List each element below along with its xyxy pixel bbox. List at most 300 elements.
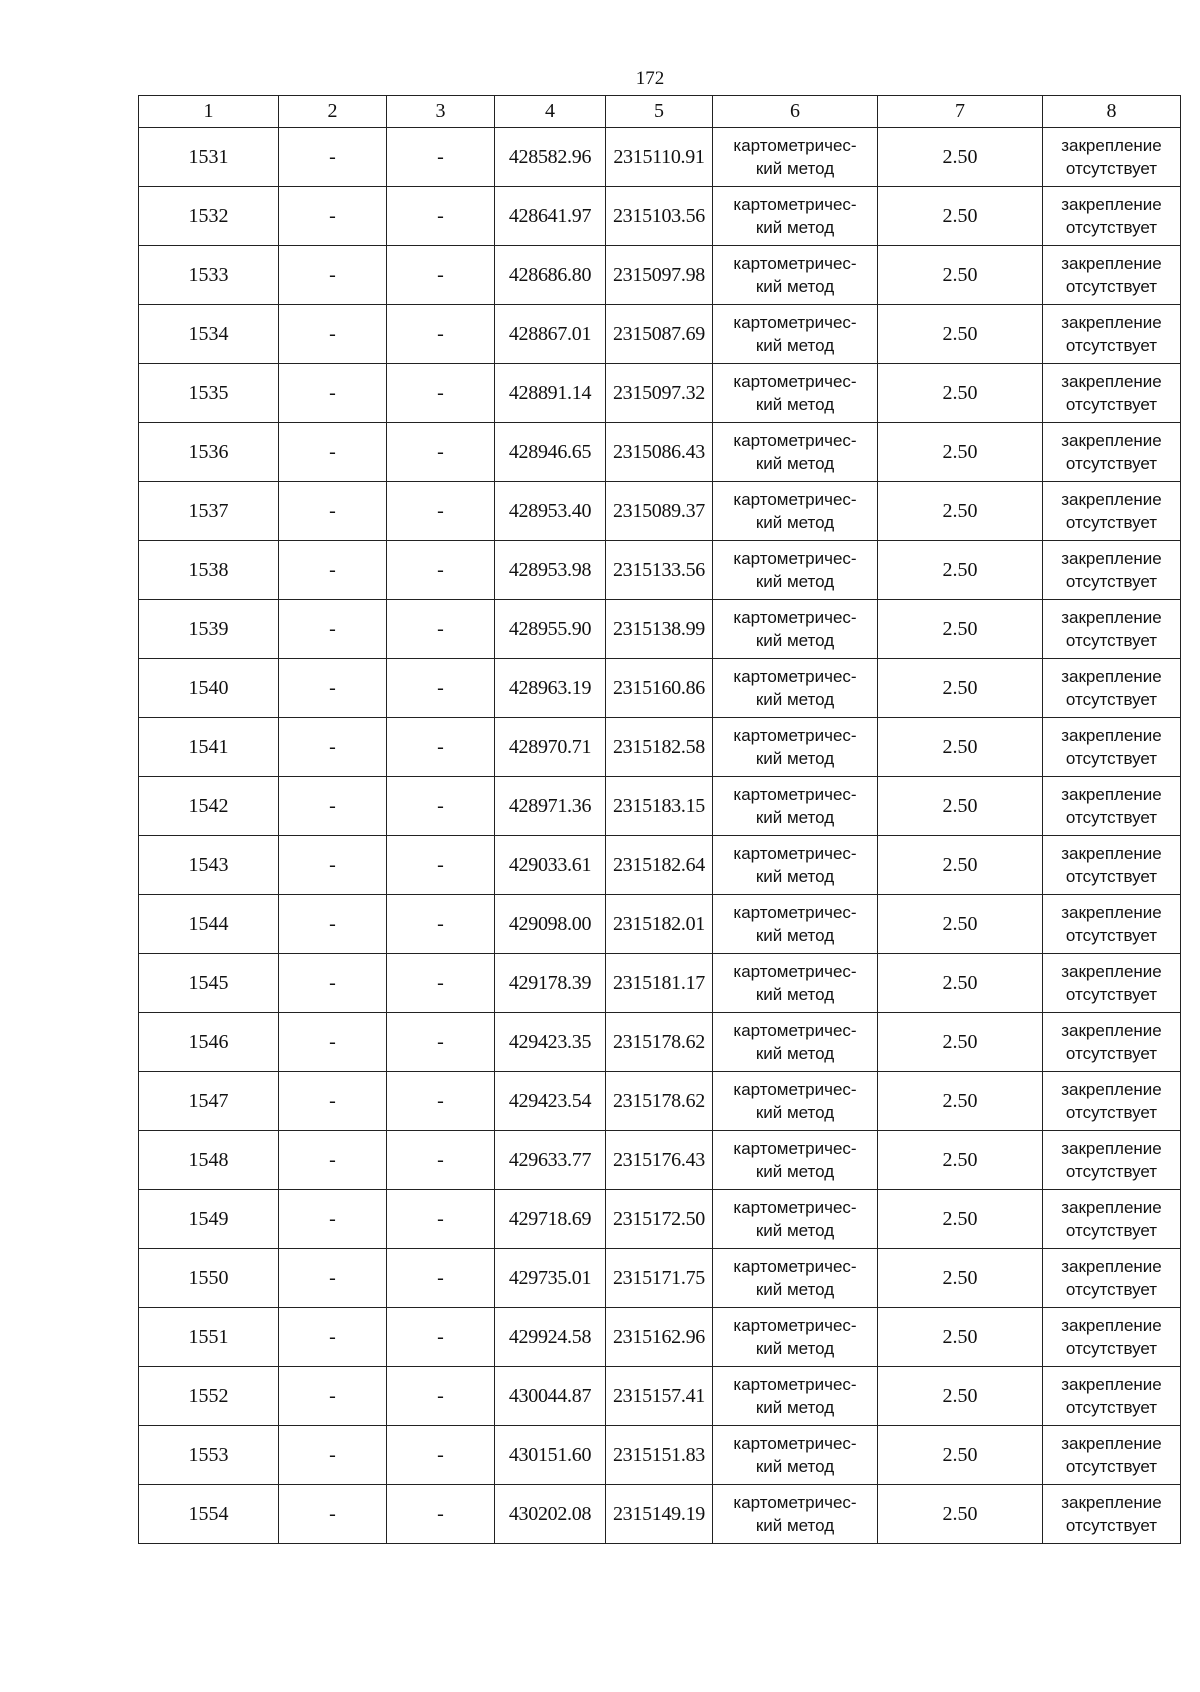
point-number-cell: 1540 [139, 659, 279, 718]
fixation-line-2: отсутствует [1065, 277, 1158, 296]
x-coordinate-cell: 429423.35 [495, 1013, 606, 1072]
fixation-line-2: отсутствует [1065, 159, 1158, 178]
y-coordinate-cell: 2315149.19 [606, 1485, 713, 1544]
accuracy-cell: 2.50 [878, 954, 1043, 1013]
x-coordinate-cell: 428963.19 [495, 659, 606, 718]
column-2-cell: - [279, 187, 387, 246]
x-coordinate-cell: 428891.14 [495, 364, 606, 423]
header-cell-7: 7 [878, 96, 1043, 128]
table-row [139, 1190, 1181, 1249]
fixation-cell [1043, 836, 1181, 895]
column-2-cell: - [279, 1367, 387, 1426]
y-coordinate-cell: 2315138.99 [606, 600, 713, 659]
method-line-2: кий метод [755, 454, 835, 473]
fixation-cell [1043, 1426, 1181, 1485]
header-cell-2: 2 [279, 96, 387, 128]
column-2-cell: - [279, 1485, 387, 1544]
method-line-1: картометричес- [733, 1139, 857, 1158]
method-line-1: картометричес- [733, 1080, 857, 1099]
fixation-line-2: отсутствует [1065, 572, 1158, 591]
fixation-line-1: закрепление [1061, 490, 1162, 509]
fixation-cell [1043, 541, 1181, 600]
column-3-cell: - [387, 305, 495, 364]
x-coordinate-cell: 429924.58 [495, 1308, 606, 1367]
point-number-cell: 1551 [139, 1308, 279, 1367]
column-3-cell: - [387, 836, 495, 895]
fixation-line-2: отсутствует [1065, 867, 1158, 886]
y-coordinate-cell: 2315171.75 [606, 1249, 713, 1308]
fixation-cell [1043, 1131, 1181, 1190]
method-line-2: кий метод [755, 985, 835, 1004]
table-row [139, 305, 1181, 364]
method-cell [713, 1131, 878, 1190]
x-coordinate-cell: 430044.87 [495, 1367, 606, 1426]
fixation-line-2: отсутствует [1065, 690, 1158, 709]
column-3-cell: - [387, 1072, 495, 1131]
method-line-1: картометричес- [733, 1198, 857, 1217]
point-number-cell: 1534 [139, 305, 279, 364]
accuracy-cell: 2.50 [878, 1249, 1043, 1308]
column-2-cell: - [279, 1131, 387, 1190]
fixation-line-1: закрепление [1061, 962, 1162, 981]
point-number-cell: 1536 [139, 423, 279, 482]
y-coordinate-cell: 2315103.56 [606, 187, 713, 246]
method-line-2: кий метод [755, 218, 835, 237]
method-line-2: кий метод [755, 336, 835, 355]
x-coordinate-cell: 429718.69 [495, 1190, 606, 1249]
header-cell-1: 1 [139, 96, 279, 128]
fixation-cell [1043, 1013, 1181, 1072]
accuracy-cell: 2.50 [878, 1013, 1043, 1072]
method-cell [713, 128, 878, 187]
accuracy-cell: 2.50 [878, 600, 1043, 659]
point-number-cell: 1544 [139, 895, 279, 954]
method-cell [713, 836, 878, 895]
accuracy-cell: 2.50 [878, 364, 1043, 423]
method-line-2: кий метод [755, 926, 835, 945]
method-cell [713, 954, 878, 1013]
column-2-cell: - [279, 305, 387, 364]
accuracy-cell: 2.50 [878, 1072, 1043, 1131]
column-2-cell: - [279, 482, 387, 541]
method-cell [713, 364, 878, 423]
y-coordinate-cell: 2315178.62 [606, 1013, 713, 1072]
method-line-1: картометричес- [733, 1434, 857, 1453]
table-row [139, 1013, 1181, 1072]
column-2-cell: - [279, 600, 387, 659]
x-coordinate-cell: 429633.77 [495, 1131, 606, 1190]
method-line-1: картометричес- [733, 608, 857, 627]
point-number-cell: 1553 [139, 1426, 279, 1485]
point-number-cell: 1542 [139, 777, 279, 836]
point-number-cell: 1539 [139, 600, 279, 659]
fixation-line-2: отсутствует [1065, 1398, 1158, 1417]
fixation-line-1: закрепление [1061, 431, 1162, 450]
fixation-line-1: закрепление [1061, 1375, 1162, 1394]
fixation-cell [1043, 423, 1181, 482]
fixation-line-1: закрепление [1061, 1198, 1162, 1217]
accuracy-cell: 2.50 [878, 541, 1043, 600]
fixation-line-2: отсутствует [1065, 631, 1158, 650]
method-line-1: картометричес- [733, 549, 857, 568]
x-coordinate-cell: 429098.00 [495, 895, 606, 954]
method-line-2: кий метод [755, 277, 835, 296]
y-coordinate-cell: 2315160.86 [606, 659, 713, 718]
method-cell [713, 1072, 878, 1131]
method-line-2: кий метод [755, 867, 835, 886]
x-coordinate-cell: 428946.65 [495, 423, 606, 482]
column-3-cell: - [387, 1249, 495, 1308]
fixation-line-2: отсутствует [1065, 808, 1158, 827]
table-row [139, 1485, 1181, 1544]
column-2-cell: - [279, 1426, 387, 1485]
fixation-line-2: отсутствует [1065, 513, 1158, 532]
column-2-cell: - [279, 718, 387, 777]
x-coordinate-cell: 428582.96 [495, 128, 606, 187]
method-line-1: картометричес- [733, 1021, 857, 1040]
y-coordinate-cell: 2315182.64 [606, 836, 713, 895]
y-coordinate-cell: 2315089.37 [606, 482, 713, 541]
fixation-cell [1043, 305, 1181, 364]
x-coordinate-cell: 429735.01 [495, 1249, 606, 1308]
method-line-1: картометричес- [733, 254, 857, 273]
table-row [139, 954, 1181, 1013]
fixation-line-2: отсутствует [1065, 1516, 1158, 1535]
fixation-line-1: закрепление [1061, 726, 1162, 745]
coordinates-table-container [138, 95, 1181, 1544]
method-cell [713, 246, 878, 305]
header-cell-5: 5 [606, 96, 713, 128]
method-line-2: кий метод [755, 808, 835, 827]
column-2-cell: - [279, 1072, 387, 1131]
column-3-cell: - [387, 1013, 495, 1072]
method-line-1: картометричес- [733, 785, 857, 804]
fixation-line-2: отсутствует [1065, 985, 1158, 1004]
table-row [139, 1072, 1181, 1131]
coordinates-table [138, 95, 1181, 1544]
x-coordinate-cell: 428971.36 [495, 777, 606, 836]
fixation-line-1: закрепление [1061, 667, 1162, 686]
method-cell [713, 659, 878, 718]
fixation-line-1: закрепление [1061, 1080, 1162, 1099]
column-2-cell: - [279, 541, 387, 600]
column-3-cell: - [387, 1308, 495, 1367]
fixation-line-2: отсутствует [1065, 1221, 1158, 1240]
fixation-line-1: закрепление [1061, 844, 1162, 863]
fixation-cell [1043, 659, 1181, 718]
fixation-cell [1043, 187, 1181, 246]
method-line-2: кий метод [755, 1162, 835, 1181]
method-line-2: кий метод [755, 631, 835, 650]
table-row [139, 364, 1181, 423]
table-row [139, 895, 1181, 954]
y-coordinate-cell: 2315151.83 [606, 1426, 713, 1485]
column-2-cell: - [279, 659, 387, 718]
table-body [139, 128, 1181, 1544]
method-line-1: картометричес- [733, 1257, 857, 1276]
point-number-cell: 1545 [139, 954, 279, 1013]
column-2-cell: - [279, 1249, 387, 1308]
method-cell [713, 1013, 878, 1072]
point-number-cell: 1538 [139, 541, 279, 600]
method-line-2: кий метод [755, 1339, 835, 1358]
fixation-line-2: отсутствует [1065, 218, 1158, 237]
fixation-cell [1043, 1190, 1181, 1249]
column-3-cell: - [387, 718, 495, 777]
x-coordinate-cell: 428970.71 [495, 718, 606, 777]
accuracy-cell: 2.50 [878, 1131, 1043, 1190]
method-line-1: картометричес- [733, 1493, 857, 1512]
point-number-cell: 1537 [139, 482, 279, 541]
accuracy-cell: 2.50 [878, 305, 1043, 364]
column-3-cell: - [387, 364, 495, 423]
x-coordinate-cell: 428641.97 [495, 187, 606, 246]
header-cell-6: 6 [713, 96, 878, 128]
table-row [139, 1308, 1181, 1367]
header-cell-8: 8 [1043, 96, 1181, 128]
table-row [139, 718, 1181, 777]
column-3-cell: - [387, 1426, 495, 1485]
method-cell [713, 777, 878, 836]
method-cell [713, 187, 878, 246]
fixation-line-1: закрепление [1061, 1493, 1162, 1512]
column-2-cell: - [279, 246, 387, 305]
fixation-cell [1043, 600, 1181, 659]
table-row [139, 777, 1181, 836]
column-2-cell: - [279, 895, 387, 954]
table-row [139, 836, 1181, 895]
method-line-2: кий метод [755, 1044, 835, 1063]
table-row [139, 659, 1181, 718]
column-3-cell: - [387, 1131, 495, 1190]
method-line-2: кий метод [755, 690, 835, 709]
table-row [139, 128, 1181, 187]
column-2-cell: - [279, 1013, 387, 1072]
fixation-line-1: закрепление [1061, 1316, 1162, 1335]
method-line-2: кий метод [755, 513, 835, 532]
column-2-cell: - [279, 364, 387, 423]
method-line-2: кий метод [755, 1516, 835, 1535]
fixation-line-2: отсутствует [1065, 926, 1158, 945]
fixation-line-1: закрепление [1061, 785, 1162, 804]
x-coordinate-cell: 430151.60 [495, 1426, 606, 1485]
method-line-1: картометричес- [733, 431, 857, 450]
point-number-cell: 1547 [139, 1072, 279, 1131]
method-cell [713, 1426, 878, 1485]
header-row [139, 96, 1181, 128]
method-line-1: картометричес- [733, 195, 857, 214]
method-line-1: картометричес- [733, 1316, 857, 1335]
fixation-line-2: отсутствует [1065, 1280, 1158, 1299]
table-row [139, 1249, 1181, 1308]
column-3-cell: - [387, 777, 495, 836]
fixation-cell [1043, 1308, 1181, 1367]
table-row [139, 541, 1181, 600]
fixation-line-1: закрепление [1061, 195, 1162, 214]
column-3-cell: - [387, 541, 495, 600]
fixation-line-2: отсутствует [1065, 1457, 1158, 1476]
fixation-line-1: закрепление [1061, 1021, 1162, 1040]
column-2-cell: - [279, 954, 387, 1013]
method-cell [713, 1249, 878, 1308]
fixation-line-2: отсутствует [1065, 454, 1158, 473]
point-number-cell: 1543 [139, 836, 279, 895]
method-cell [713, 600, 878, 659]
table-row [139, 246, 1181, 305]
accuracy-cell: 2.50 [878, 1308, 1043, 1367]
fixation-cell [1043, 482, 1181, 541]
method-cell [713, 541, 878, 600]
point-number-cell: 1533 [139, 246, 279, 305]
fixation-cell [1043, 246, 1181, 305]
fixation-line-1: закрепление [1061, 1257, 1162, 1276]
accuracy-cell: 2.50 [878, 1367, 1043, 1426]
point-number-cell: 1549 [139, 1190, 279, 1249]
x-coordinate-cell: 428955.90 [495, 600, 606, 659]
method-line-2: кий метод [755, 749, 835, 768]
table-row [139, 600, 1181, 659]
fixation-line-1: закрепление [1061, 1434, 1162, 1453]
table-row [139, 187, 1181, 246]
method-line-1: картометричес- [733, 136, 857, 155]
method-cell [713, 1190, 878, 1249]
fixation-cell [1043, 1485, 1181, 1544]
fixation-line-2: отсутствует [1065, 1103, 1158, 1122]
point-number-cell: 1532 [139, 187, 279, 246]
fixation-cell [1043, 1249, 1181, 1308]
y-coordinate-cell: 2315182.58 [606, 718, 713, 777]
column-3-cell: - [387, 895, 495, 954]
y-coordinate-cell: 2315110.91 [606, 128, 713, 187]
accuracy-cell: 2.50 [878, 895, 1043, 954]
method-line-1: картометричес- [733, 372, 857, 391]
y-coordinate-cell: 2315183.15 [606, 777, 713, 836]
column-3-cell: - [387, 187, 495, 246]
accuracy-cell: 2.50 [878, 659, 1043, 718]
method-cell [713, 1367, 878, 1426]
method-line-1: картометричес- [733, 903, 857, 922]
column-3-cell: - [387, 659, 495, 718]
fixation-cell [1043, 954, 1181, 1013]
point-number-cell: 1546 [139, 1013, 279, 1072]
x-coordinate-cell: 429178.39 [495, 954, 606, 1013]
page-number: 172 [635, 68, 665, 89]
table-row [139, 1426, 1181, 1485]
accuracy-cell: 2.50 [878, 246, 1043, 305]
column-2-cell: - [279, 777, 387, 836]
fixation-line-1: закрепление [1061, 549, 1162, 568]
point-number-cell: 1531 [139, 128, 279, 187]
column-2-cell: - [279, 1190, 387, 1249]
accuracy-cell: 2.50 [878, 836, 1043, 895]
method-line-1: картометричес- [733, 1375, 857, 1394]
x-coordinate-cell: 428686.80 [495, 246, 606, 305]
fixation-line-1: закрепление [1061, 608, 1162, 627]
fixation-line-1: закрепление [1061, 372, 1162, 391]
method-cell [713, 482, 878, 541]
column-2-cell: - [279, 128, 387, 187]
method-line-2: кий метод [755, 572, 835, 591]
fixation-line-1: закрепление [1061, 313, 1162, 332]
method-line-2: кий метод [755, 1398, 835, 1417]
method-cell [713, 895, 878, 954]
x-coordinate-cell: 429033.61 [495, 836, 606, 895]
y-coordinate-cell: 2315133.56 [606, 541, 713, 600]
method-line-1: картометричес- [733, 844, 857, 863]
table-row [139, 482, 1181, 541]
column-3-cell: - [387, 482, 495, 541]
fixation-line-2: отсутствует [1065, 749, 1158, 768]
fixation-line-1: закрепление [1061, 1139, 1162, 1158]
column-3-cell: - [387, 246, 495, 305]
column-3-cell: - [387, 1485, 495, 1544]
accuracy-cell: 2.50 [878, 1485, 1043, 1544]
fixation-cell [1043, 1072, 1181, 1131]
x-coordinate-cell: 429423.54 [495, 1072, 606, 1131]
table-row [139, 423, 1181, 482]
y-coordinate-cell: 2315182.01 [606, 895, 713, 954]
accuracy-cell: 2.50 [878, 718, 1043, 777]
fixation-line-2: отсутствует [1065, 1339, 1158, 1358]
accuracy-cell: 2.50 [878, 423, 1043, 482]
point-number-cell: 1535 [139, 364, 279, 423]
point-number-cell: 1541 [139, 718, 279, 777]
method-cell [713, 718, 878, 777]
accuracy-cell: 2.50 [878, 777, 1043, 836]
method-cell [713, 1308, 878, 1367]
fixation-line-2: отсутствует [1065, 1044, 1158, 1063]
accuracy-cell: 2.50 [878, 482, 1043, 541]
y-coordinate-cell: 2315097.32 [606, 364, 713, 423]
table-header [139, 96, 1181, 128]
column-2-cell: - [279, 836, 387, 895]
y-coordinate-cell: 2315178.62 [606, 1072, 713, 1131]
method-cell [713, 423, 878, 482]
point-number-cell: 1548 [139, 1131, 279, 1190]
point-number-cell: 1552 [139, 1367, 279, 1426]
fixation-cell [1043, 128, 1181, 187]
fixation-cell [1043, 718, 1181, 777]
y-coordinate-cell: 2315176.43 [606, 1131, 713, 1190]
fixation-line-1: закрепление [1061, 136, 1162, 155]
column-3-cell: - [387, 1367, 495, 1426]
column-2-cell: - [279, 423, 387, 482]
column-3-cell: - [387, 423, 495, 482]
x-coordinate-cell: 428953.98 [495, 541, 606, 600]
accuracy-cell: 2.50 [878, 1190, 1043, 1249]
y-coordinate-cell: 2315172.50 [606, 1190, 713, 1249]
method-line-2: кий метод [755, 1457, 835, 1476]
fixation-cell [1043, 777, 1181, 836]
y-coordinate-cell: 2315097.98 [606, 246, 713, 305]
method-cell [713, 305, 878, 364]
accuracy-cell: 2.50 [878, 128, 1043, 187]
fixation-line-2: отсутствует [1065, 395, 1158, 414]
y-coordinate-cell: 2315157.41 [606, 1367, 713, 1426]
method-line-2: кий метод [755, 395, 835, 414]
x-coordinate-cell: 428867.01 [495, 305, 606, 364]
point-number-cell: 1550 [139, 1249, 279, 1308]
fixation-cell [1043, 364, 1181, 423]
method-line-2: кий метод [755, 1221, 835, 1240]
fixation-line-2: отсутствует [1065, 336, 1158, 355]
accuracy-cell: 2.50 [878, 187, 1043, 246]
method-line-1: картометричес- [733, 313, 857, 332]
column-2-cell: - [279, 1308, 387, 1367]
table-row [139, 1367, 1181, 1426]
method-line-1: картометричес- [733, 726, 857, 745]
table-row [139, 1131, 1181, 1190]
